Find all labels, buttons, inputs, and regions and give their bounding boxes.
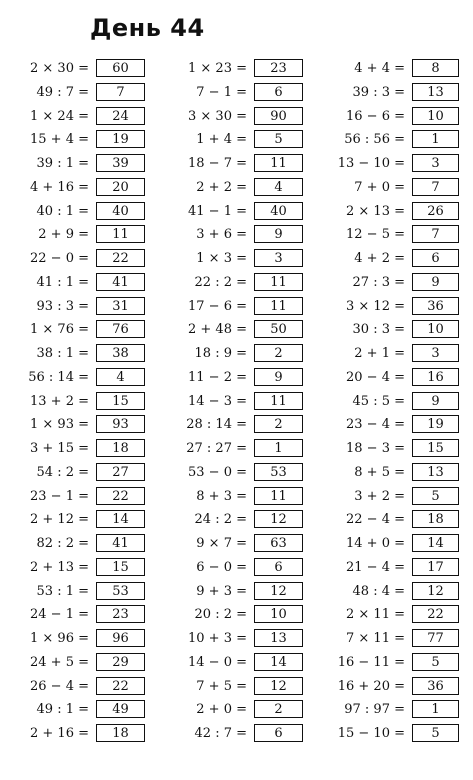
exercise-row — [0, 128, 459, 152]
answer-box: 23 — [254, 59, 303, 77]
exercise-expression: 14 + 0 = — [346, 536, 405, 551]
answer-box: 14 — [96, 510, 145, 528]
exercise-row — [0, 390, 459, 414]
exercise-row — [0, 603, 459, 627]
answer-box: 6 — [254, 724, 303, 742]
answer-box: 38 — [96, 344, 145, 362]
exercise-expression: 14 − 0 = — [188, 654, 247, 670]
exercise-expression: 2 + 16 = — [30, 726, 89, 741]
answer-box: 41 — [96, 273, 145, 291]
exercise-expression: 1 × 24 = — [30, 108, 89, 124]
exercise-expression: 1 × 76 = — [30, 322, 89, 338]
answer-box: 7 — [412, 178, 459, 196]
exercise-row — [0, 627, 459, 651]
exercise-row — [0, 461, 459, 485]
exercise-expression: 16 − 6 = — [346, 108, 405, 124]
answer-box: 11 — [96, 225, 145, 243]
exercise-row — [0, 366, 459, 390]
answer-box: 10 — [412, 107, 459, 125]
answer-box: 5 — [412, 724, 459, 742]
answer-box: 13 — [254, 629, 303, 647]
answer-box: 17 — [412, 558, 459, 576]
exercise-expression: 28 : 14 = — [186, 417, 247, 433]
exercise-expression: 1 × 93 = — [30, 417, 89, 433]
answer-box: 24 — [96, 107, 145, 125]
answer-box: 27 — [96, 463, 145, 481]
exercise-expression: 9 × 7 = — [196, 536, 247, 551]
exercise-expression: 93 : 3 = — [36, 298, 89, 314]
exercise-expression: 16 − 11 = — [337, 654, 405, 670]
answer-box: 40 — [96, 202, 145, 220]
exercise-expression: 26 − 4 = — [30, 678, 89, 694]
exercise-expression: 8 + 3 = — [196, 488, 247, 504]
answer-box: 7 — [412, 225, 459, 243]
exercise-row — [0, 722, 459, 746]
exercise-expression: 7 + 0 = — [354, 179, 405, 195]
page-title: День 44 — [90, 14, 205, 42]
exercise-expression: 7 × 11 = — [346, 631, 405, 646]
exercise-expression: 41 : 1 = — [36, 274, 89, 290]
exercise-expression: 24 : 2 = — [194, 512, 247, 528]
exercise-row — [0, 200, 459, 224]
exercise-expression: 18 − 7 = — [188, 156, 247, 171]
exercise-expression: 10 + 3 = — [188, 631, 247, 646]
answer-box: 9 — [412, 392, 459, 410]
exercise-expression: 1 × 23 = — [188, 61, 247, 76]
answer-box: 26 — [412, 202, 459, 220]
answer-box: 13 — [412, 83, 459, 101]
answer-box: 1 — [412, 130, 459, 148]
exercise-row — [0, 223, 459, 247]
answer-box: 93 — [96, 415, 145, 433]
answer-box: 3 — [412, 154, 459, 172]
exercise-expression: 17 − 6 = — [188, 298, 247, 314]
exercise-expression: 22 : 2 = — [194, 274, 247, 290]
answer-box: 11 — [254, 487, 303, 505]
answer-box: 40 — [254, 202, 303, 220]
answer-box: 50 — [254, 320, 303, 338]
answer-box: 11 — [254, 297, 303, 315]
exercise-expression: 13 + 2 = — [30, 393, 89, 409]
exercise-row — [0, 81, 459, 105]
answer-box: 3 — [412, 344, 459, 362]
exercise-expression: 2 + 13 = — [30, 559, 89, 575]
answer-box: 10 — [412, 320, 459, 338]
exercise-expression: 3 + 15 = — [30, 441, 89, 456]
exercise-expression: 82 : 2 = — [36, 536, 89, 551]
exercise-expression: 2 × 30 = — [30, 61, 89, 76]
exercise-expression: 14 − 3 = — [188, 393, 247, 409]
answer-box: 9 — [254, 225, 303, 243]
exercise-expression: 38 : 1 = — [36, 346, 89, 361]
exercise-expression: 2 + 2 = — [196, 179, 247, 195]
exercise-expression: 24 − 1 = — [30, 607, 89, 623]
exercise-expression: 4 + 4 = — [354, 61, 405, 76]
exercise-expression: 20 − 4 = — [346, 369, 405, 385]
exercise-expression: 2 × 11 = — [346, 607, 405, 623]
exercise-expression: 21 − 4 = — [346, 559, 405, 575]
exercise-row — [0, 532, 459, 556]
answer-box: 12 — [254, 510, 303, 528]
answer-box: 22 — [412, 605, 459, 623]
exercise-expression: 22 − 0 = — [30, 251, 89, 266]
exercise-row — [0, 580, 459, 604]
exercise-row — [0, 698, 459, 722]
answer-box: 2 — [254, 344, 303, 362]
answer-box: 36 — [412, 677, 459, 695]
answer-box: 20 — [96, 178, 145, 196]
exercise-row — [0, 485, 459, 509]
answer-box: 15 — [412, 439, 459, 457]
exercise-row — [0, 651, 459, 675]
exercise-expression: 39 : 3 = — [352, 84, 405, 100]
answer-box: 2 — [254, 415, 303, 433]
exercise-expression: 12 − 5 = — [346, 227, 405, 243]
answer-box: 39 — [96, 154, 145, 172]
exercise-expression: 13 − 10 = — [337, 156, 405, 171]
answer-box: 12 — [412, 582, 459, 600]
answer-box: 18 — [96, 724, 145, 742]
answer-box: 3 — [254, 249, 303, 267]
exercise-expression: 4 + 16 = — [30, 179, 89, 195]
exercise-expression: 22 − 4 = — [346, 512, 405, 528]
exercise-expression: 3 × 30 = — [188, 108, 247, 124]
exercise-expression: 41 − 1 = — [188, 203, 247, 219]
exercise-expression: 2 + 12 = — [30, 512, 89, 528]
answer-box: 4 — [254, 178, 303, 196]
exercise-row — [0, 57, 459, 81]
answer-box: 16 — [412, 368, 459, 386]
answer-box: 5 — [254, 130, 303, 148]
exercise-expression: 27 : 3 = — [352, 274, 405, 290]
exercise-row — [0, 247, 459, 271]
exercise-row — [0, 105, 459, 129]
exercise-expression: 54 : 2 = — [36, 464, 89, 480]
answer-box: 10 — [254, 605, 303, 623]
answer-box: 13 — [412, 463, 459, 481]
exercise-row — [0, 342, 459, 366]
exercise-expression: 16 + 20 = — [337, 678, 405, 694]
answer-box: 22 — [96, 677, 145, 695]
exercise-expression: 2 + 48 = — [188, 322, 247, 338]
answer-box: 9 — [412, 273, 459, 291]
exercise-expression: 15 + 4 = — [30, 132, 89, 148]
exercise-expression: 6 − 0 = — [196, 559, 247, 575]
answer-box: 9 — [254, 368, 303, 386]
answer-box: 23 — [96, 605, 145, 623]
exercise-row — [0, 176, 459, 200]
answer-box: 4 — [96, 368, 145, 386]
exercise-expression: 39 : 1 = — [36, 156, 89, 171]
answer-box: 8 — [412, 59, 459, 77]
answer-box: 12 — [254, 677, 303, 695]
answer-box: 6 — [254, 558, 303, 576]
answer-box: 18 — [96, 439, 145, 457]
exercise-expression: 15 − 10 = — [337, 726, 405, 741]
exercise-expression: 30 : 3 = — [352, 322, 405, 338]
answer-box: 5 — [412, 487, 459, 505]
exercise-row — [0, 556, 459, 580]
exercise-row — [0, 318, 459, 342]
exercise-expression: 3 + 2 = — [354, 488, 405, 504]
answer-box: 96 — [96, 629, 145, 647]
exercise-row — [0, 271, 459, 295]
exercise-expression: 1 + 4 = — [196, 132, 247, 148]
exercise-expression: 1 × 96 = — [30, 631, 89, 646]
exercise-expression: 42 : 7 = — [194, 726, 247, 741]
answer-box: 36 — [412, 297, 459, 315]
exercise-expression: 8 + 5 = — [354, 464, 405, 480]
answer-box: 14 — [412, 534, 459, 552]
exercise-expression: 9 + 3 = — [196, 583, 247, 599]
answer-box: 14 — [254, 653, 303, 671]
answer-box: 6 — [412, 249, 459, 267]
exercise-expression: 97 : 97 = — [344, 702, 405, 718]
exercise-expression: 3 × 12 = — [346, 298, 405, 314]
exercise-expression: 1 × 3 = — [196, 251, 247, 266]
answer-box: 18 — [412, 510, 459, 528]
exercise-expression: 23 − 4 = — [346, 417, 405, 433]
answer-box: 63 — [254, 534, 303, 552]
answer-box: 11 — [254, 392, 303, 410]
answer-box: 77 — [412, 629, 459, 647]
exercise-expression: 56 : 14 = — [28, 369, 89, 385]
answer-box: 5 — [412, 653, 459, 671]
answer-box: 31 — [96, 297, 145, 315]
answer-box: 15 — [96, 392, 145, 410]
exercise-expression: 40 : 1 = — [36, 203, 89, 219]
answer-box: 22 — [96, 487, 145, 505]
answer-box: 11 — [254, 273, 303, 291]
exercise-row — [0, 675, 459, 699]
answer-box: 11 — [254, 154, 303, 172]
exercise-expression: 3 + 6 = — [196, 227, 247, 243]
exercise-expression: 7 + 5 = — [196, 678, 247, 694]
answer-box: 76 — [96, 320, 145, 338]
exercise-expression: 45 : 5 = — [352, 393, 405, 409]
exercise-expression: 20 : 2 = — [194, 607, 247, 623]
exercise-expression: 2 × 13 = — [346, 203, 405, 219]
answer-box: 7 — [96, 83, 145, 101]
exercise-expression: 7 − 1 = — [196, 84, 247, 100]
exercise-expression: 18 : 9 = — [194, 346, 247, 361]
exercise-expression: 53 − 0 = — [188, 464, 247, 480]
answer-box: 49 — [96, 700, 145, 718]
exercise-expression: 49 : 1 = — [36, 702, 89, 718]
answer-box: 60 — [96, 59, 145, 77]
exercise-row — [0, 413, 459, 437]
answer-box: 53 — [96, 582, 145, 600]
answer-box: 19 — [412, 415, 459, 433]
exercise-expression: 48 : 4 = — [352, 583, 405, 599]
answer-box: 15 — [96, 558, 145, 576]
answer-box: 41 — [96, 534, 145, 552]
exercise-row — [0, 152, 459, 176]
exercise-expression: 4 + 2 = — [354, 251, 405, 266]
exercise-expression: 49 : 7 = — [36, 84, 89, 100]
exercise-expression: 2 + 1 = — [354, 346, 405, 361]
exercise-expression: 24 + 5 = — [30, 654, 89, 670]
exercise-expression: 11 − 2 = — [188, 369, 247, 385]
answer-box: 90 — [254, 107, 303, 125]
answer-box: 1 — [412, 700, 459, 718]
answer-box: 22 — [96, 249, 145, 267]
answer-box: 2 — [254, 700, 303, 718]
exercise-expression: 2 + 0 = — [196, 702, 247, 718]
exercise-expression: 56 : 56 = — [344, 132, 405, 148]
exercise-expression: 53 : 1 = — [36, 583, 89, 599]
exercise-expression: 27 : 27 = — [186, 441, 247, 456]
answer-box: 53 — [254, 463, 303, 481]
answer-box: 6 — [254, 83, 303, 101]
answer-box: 12 — [254, 582, 303, 600]
exercise-row — [0, 437, 459, 461]
exercise-row — [0, 295, 459, 319]
answer-box: 29 — [96, 653, 145, 671]
answer-box: 1 — [254, 439, 303, 457]
exercise-expression: 2 + 9 = — [38, 227, 89, 243]
exercise-expression: 23 − 1 = — [30, 488, 89, 504]
exercise-expression: 18 − 3 = — [346, 441, 405, 456]
answer-box: 19 — [96, 130, 145, 148]
exercise-row — [0, 508, 459, 532]
